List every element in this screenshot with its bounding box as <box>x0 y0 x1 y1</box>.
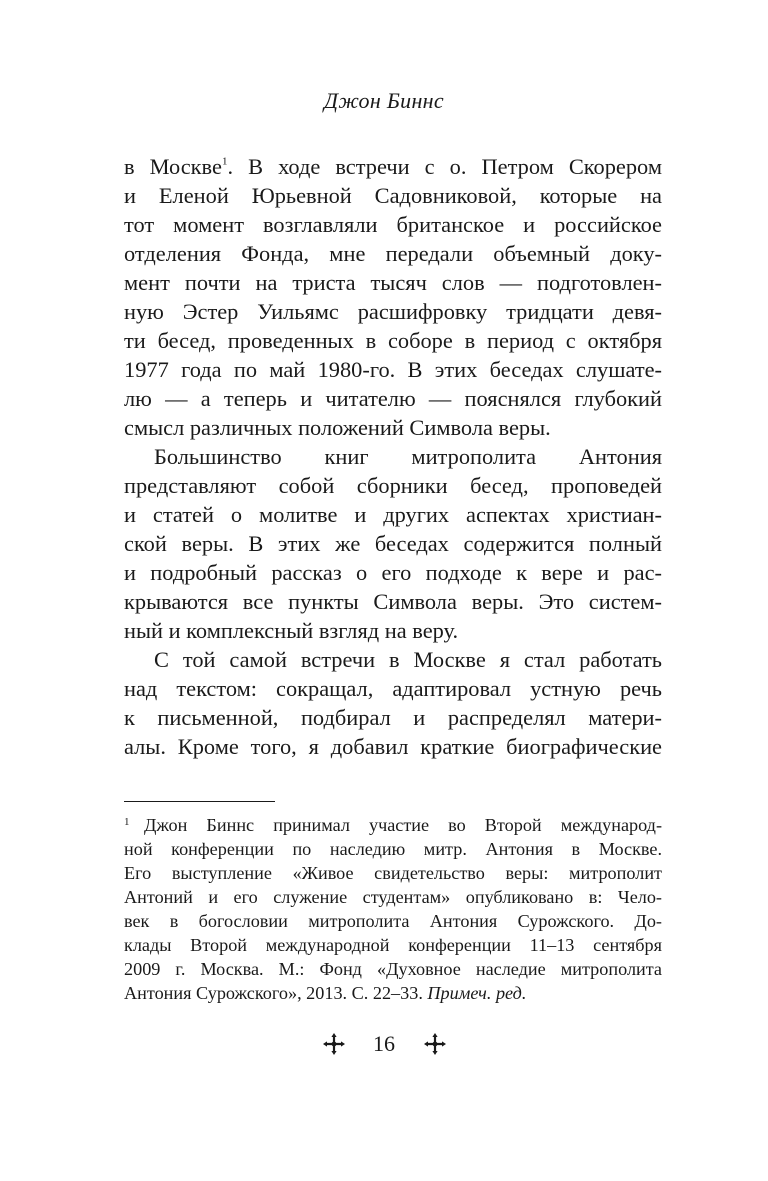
footnote-line: клады Второй международной конференции 11–13 сентября <box>124 935 662 955</box>
body-line: и Еленой Юрьевной Садовниковой, которые на <box>124 183 662 208</box>
page-number: 16 <box>373 1031 395 1056</box>
page-footer <box>0 1030 768 1058</box>
body-line: ской веры. В этих же беседах содержится полный <box>124 531 662 556</box>
body-text <box>124 152 662 761</box>
body-line: ный и комплексный взгляд на веру. <box>124 618 459 643</box>
body-line: в Москве$^1$. В ходе встречи с о. Петром Скорером <box>124 154 662 179</box>
body-line: представляют собой сборники бесед, проповедей <box>124 473 662 498</box>
footnote-line: Антоний и его служение студентам» опубликовано в: Чело- <box>124 887 662 907</box>
body-line: и статей о молитве и других аспектах христиан- <box>124 502 662 527</box>
body-line: к письменной, подбирал и распределял матери- <box>124 705 662 730</box>
footnote-line: 1 Джон Биннс принимал участие во Второй международ- <box>124 815 662 835</box>
body-line: ную Эстер Уильямс расшифровку тридцати девя- <box>124 299 662 324</box>
footnote-line: Антония Сурожского», 2013. С. 22–33. Примеч. ред. <box>124 983 527 1003</box>
cross-ornament-icon <box>322 1032 346 1056</box>
footnote-divider <box>124 801 275 802</box>
running-head: Джон Биннс <box>324 88 444 113</box>
body-line: мент почти на триста тысяч слов — подготовлен- <box>124 270 662 295</box>
body-line: Большинство книг митрополита Антония <box>154 444 662 469</box>
footnote <box>124 813 662 1005</box>
editor-note: Примеч. ред. <box>427 983 527 1003</box>
body-line: лю — а теперь и читателю — пояснялся глубокий <box>124 386 662 411</box>
body-line: ти бесед, проведенных в соборе в период с октября <box>124 328 662 353</box>
body-line: крываются все пункты Символа веры. Это систем- <box>124 589 662 614</box>
footnote-line: ной конференции по наследию митр. Антония в Москве. <box>124 839 662 859</box>
body-line: над текстом: сокращал, адаптировал устную речь <box>124 676 662 701</box>
footnote-line: 2009 г. Москва. М.: Фонд «Духовное наследие митрополита <box>124 959 662 979</box>
body-line: отделения Фонда, мне передали объемный доку- <box>124 241 662 266</box>
footnote-line: Его выступление «Живое свидетельство веры: митрополит <box>124 863 662 883</box>
body-line: тот момент возглавляли британское и российское <box>124 212 662 237</box>
body-line: и подробный рассказ о его подходе к вере и рас- <box>124 560 662 585</box>
footnote-reference[interactable]: 1 <box>221 155 228 168</box>
footnote-line: век в богословии митрополита Антония Сурожского. До- <box>124 911 662 931</box>
body-line: алы. Кроме того, я добавил краткие биографические <box>124 734 662 759</box>
body-line: 1977 года по май 1980-го. В этих беседах слушате- <box>124 357 662 382</box>
body-line: С той самой встречи в Москве я стал работать <box>154 647 662 672</box>
cross-ornament-icon <box>423 1032 447 1056</box>
body-line: смысл различных положений Символа веры. <box>124 415 551 440</box>
